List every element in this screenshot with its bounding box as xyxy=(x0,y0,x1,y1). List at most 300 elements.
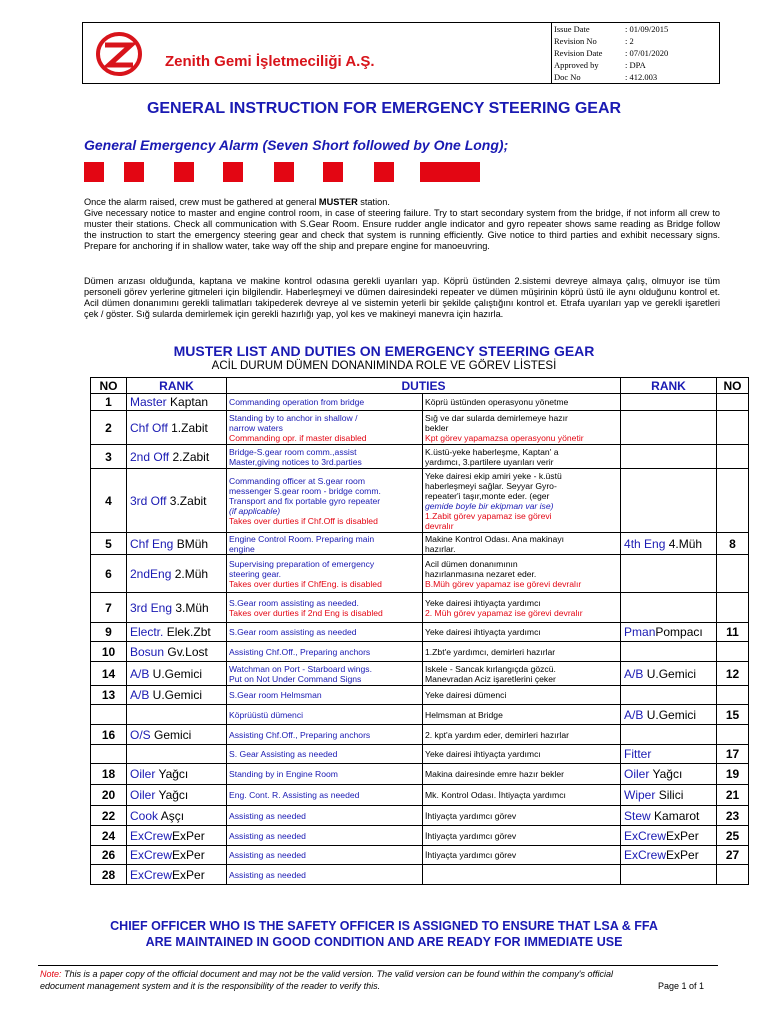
row-number-right: 19 xyxy=(717,764,749,785)
doc-info-value: : DPA xyxy=(625,60,646,70)
rank-english: 3rd Off xyxy=(130,493,167,508)
duty-english xyxy=(227,764,423,785)
duty-turkish xyxy=(423,826,621,846)
alarm-short-signal xyxy=(223,162,243,182)
rank-cell xyxy=(127,411,227,445)
rank-english: ExCrew xyxy=(130,828,173,843)
note-text: This is a paper copy of the official document and may not be the valid version. The valid version can be found within the company's official edocument management system and it is the responsibility of the reader to verify this. xyxy=(40,969,614,991)
table-row xyxy=(91,642,749,662)
duty-english xyxy=(227,533,423,555)
duty-line: Commanding operation from bridge xyxy=(229,397,365,407)
rank-english: Oiler xyxy=(130,788,156,802)
instructions-english-body: Give necessary notice to master and engine control room, in case of steering failure. Try to start secondary system from the bridge, if not inform all crew to muster their stations. Check all communication with S.Gear Room. Ensure rudder angle indicator and gyro repeater shows same reading as Bridge follow the instruction to start the emergency steering gear and check that system is running efficiently. Give notice to third parties and exhibit necessary signs. Prepare for anchoring if in shallow water, take way off the ship and prepare engine for manoeuvring. xyxy=(84,208,720,251)
intro-post: station. xyxy=(357,197,390,207)
duty-line: Yeke dairesi ihtiyaçta yardımcı xyxy=(425,597,541,608)
row-number-right: 12 xyxy=(717,662,749,686)
duty-line: messenger S.gear room - bridge comm. xyxy=(229,485,381,496)
rank-cell xyxy=(127,623,227,642)
duty-turkish xyxy=(423,411,621,445)
duty-line: Takes over durties if ChfEng. is disabled xyxy=(229,578,382,589)
instructions-english xyxy=(84,197,720,252)
rank-english: Bosun xyxy=(130,644,165,659)
header-rank: RANK xyxy=(127,378,227,394)
duty-line: B.Müh görev yapamaz ise görevi devralır xyxy=(425,578,582,589)
duty-line: bekler xyxy=(425,422,449,433)
duty-line: Transport and fix portable gyro repeater xyxy=(229,495,381,506)
doc-info-value: : 01/09/2015 xyxy=(625,24,669,34)
disclaimer-note xyxy=(40,968,640,992)
rank-cell xyxy=(127,764,227,785)
duty-turkish xyxy=(423,764,621,785)
duty-turkish xyxy=(423,846,621,865)
row-number-right xyxy=(717,411,749,445)
company-logo-icon xyxy=(95,31,143,77)
duty-line: Put on Not Under Command Signs xyxy=(229,673,362,684)
duty-turkish xyxy=(423,785,621,806)
row-number-right: 8 xyxy=(717,533,749,555)
header-rank-2: RANK xyxy=(621,378,717,394)
rank-turkish: ExPer xyxy=(172,828,205,843)
row-number-right: 23 xyxy=(717,806,749,826)
rank-turkish: ExPer xyxy=(666,848,699,862)
rank-turkish: ExPer xyxy=(172,848,205,862)
document-title: GENERAL INSTRUCTION FOR EMERGENCY STEERING GEAR xyxy=(146,100,622,117)
row-number: 18 xyxy=(91,764,127,785)
rank-english: A/B xyxy=(624,666,644,681)
duty-turkish xyxy=(423,469,621,533)
duty-line: Iskele - Sancak kırlangıçda gözcü. xyxy=(425,663,556,674)
row-number-right: 21 xyxy=(717,785,749,806)
row-number: 22 xyxy=(91,806,127,826)
rank-english: 2nd Off xyxy=(130,449,170,464)
rank-english: Chf Off xyxy=(130,420,168,435)
doc-info-row xyxy=(552,59,720,71)
duty-line: İhtiyaçta yardımcı görev xyxy=(425,830,517,841)
rank-turkish: Gv.Lost xyxy=(164,644,208,659)
duty-line: Yeke dairesi dümenci xyxy=(425,690,507,700)
rank-turkish: ExPer xyxy=(172,867,205,882)
row-number-right xyxy=(717,445,749,469)
duty-english xyxy=(227,806,423,826)
duty-english xyxy=(227,445,423,469)
duty-line: Standing by to anchor in shallow / xyxy=(229,412,358,423)
rank-cell xyxy=(127,394,227,411)
doc-info-row xyxy=(552,71,720,83)
row-number-right xyxy=(717,686,749,705)
rank-english: ExCrew xyxy=(130,867,173,882)
table-row xyxy=(91,865,749,885)
duty-line: Supervising preparation of emergency xyxy=(229,558,375,569)
rank-english: A/B xyxy=(624,707,644,722)
duty-line: 2. Müh görev yapamaz ise görevi devralır xyxy=(425,607,583,618)
document-info-block xyxy=(551,23,720,83)
rank-turkish: BMüh xyxy=(173,536,209,551)
row-number: 4 xyxy=(91,469,127,533)
doc-info-key: Revision Date xyxy=(554,48,603,58)
duty-line: 1.Zbt'e yardımcı, demirleri hazırlar xyxy=(425,646,556,657)
intro-pre: Once the alarm raised, crew must be gathered at general xyxy=(84,197,319,207)
duty-turkish xyxy=(423,445,621,469)
row-number xyxy=(91,745,127,764)
rank-turkish: Silici xyxy=(655,788,684,802)
table-row xyxy=(91,623,749,642)
header-no: NO xyxy=(91,378,127,394)
table-row xyxy=(91,705,749,725)
rank-cell xyxy=(127,865,227,885)
doc-info-row xyxy=(552,47,720,59)
rank-turkish: 1.Zabit xyxy=(167,420,208,435)
table-row xyxy=(91,764,749,785)
duty-line: Engine Control Room. Preparing main xyxy=(229,533,375,544)
rank-english: O/S xyxy=(130,727,151,742)
row-number: 16 xyxy=(91,725,127,745)
safety-statement-line-1: CHIEF OFFICER WHO IS THE SAFETY OFFICER IS ASSIGNED TO ENSURE THAT LSA & FFA xyxy=(110,919,658,933)
rank-turkish: 2.Müh xyxy=(171,566,209,581)
table-row xyxy=(91,745,749,764)
row-number: 28 xyxy=(91,865,127,885)
rank-cell-right xyxy=(621,725,717,745)
duty-english xyxy=(227,725,423,745)
row-number-right xyxy=(717,865,749,885)
duty-turkish xyxy=(423,686,621,705)
duty-english xyxy=(227,745,423,764)
duty-line: Köprü üstünden operasyonu yönetme xyxy=(425,397,569,407)
table-row xyxy=(91,826,749,846)
muster-title: MUSTER LIST AND DUTIES ON EMERGENCY STEERING GEAR xyxy=(173,343,595,359)
rank-turkish: ExPer xyxy=(666,828,699,843)
instructions-turkish: Dümen arızası olduğunda, kaptana ve makine kontrol odasına gerekli uyarıları yap. Köprü üstünden 2.sistemi devreye almaya çalış, olmuyor ise tüm personeli görev yerlerine gitmeleri için bilgilendir. Haberleşmeyi ve dümen dairesindeki repeater ve dümen müşirinin köprü üstü ile aynı olduğunu kontrol et. Acil dümen donanımını gerekli talimatları takipederek devreye al ve sistemin yeterli bir şekilde çalıştığını kontrol et. Etrafa uyarıları yap ve gerekli işaretleri çek / göster. Sığ sularda demirlemek için gerekli hazırlığı yap, yol kes ve makineyi manevra için hazırla. xyxy=(84,276,720,319)
row-number-right xyxy=(717,725,749,745)
duty-line: S.Gear room Helmsman xyxy=(229,690,322,700)
rank-english: Oiler xyxy=(624,767,650,781)
safety-statement-line-2: ARE MAINTAINED IN GOOD CONDITION AND ARE READY FOR IMMEDIATE USE xyxy=(145,935,623,949)
rank-turkish: 4.Müh xyxy=(665,536,703,551)
rank-turkish: U.Gemici xyxy=(643,707,697,722)
rank-english: A/B xyxy=(130,666,150,681)
duty-line: Köprüüstü dümenci xyxy=(229,709,304,720)
duty-english xyxy=(227,846,423,865)
rank-cell-right xyxy=(621,764,717,785)
duty-line: Master,giving notices to 3rd.parties xyxy=(229,456,362,467)
rank-cell xyxy=(127,469,227,533)
rank-cell xyxy=(127,533,227,555)
rank-cell xyxy=(127,705,227,725)
duty-line: İhtiyaçta yardımcı görev xyxy=(425,810,517,821)
duty-turkish xyxy=(423,705,621,725)
doc-info-key: Issue Date xyxy=(554,24,590,34)
duty-line: hazırlar. xyxy=(425,543,456,554)
rank-english: Oiler xyxy=(130,767,156,781)
duty-line: Manevradan Aciz işaretlerini çeker xyxy=(425,673,556,684)
duty-line: (if applicable) xyxy=(229,505,281,516)
duty-line: K.üstü-yeke haberleşme, Kaptan' a xyxy=(425,446,559,457)
row-number xyxy=(91,705,127,725)
row-number: 14 xyxy=(91,662,127,686)
duty-line: 2. kpt'a yardım eder, demirleri hazırlar xyxy=(425,729,569,740)
rank-turkish: Kamarot xyxy=(650,808,700,823)
duty-turkish xyxy=(423,865,621,885)
duty-line: engine xyxy=(229,543,255,554)
duty-line: Kpt görev yapamazsa operasyonu yönetir xyxy=(425,432,584,443)
rank-cell-right xyxy=(621,686,717,705)
duty-english xyxy=(227,686,423,705)
duty-turkish xyxy=(423,745,621,764)
rank-turkish: Yağcı xyxy=(155,767,189,781)
duty-english xyxy=(227,865,423,885)
rank-cell-right xyxy=(621,642,717,662)
rank-turkish: 3.Zabit xyxy=(166,493,207,508)
rank-turkish: Yağcı xyxy=(649,767,683,781)
duty-line: Assisting as needed xyxy=(229,869,306,880)
rank-cell-right xyxy=(621,846,717,865)
duty-english xyxy=(227,785,423,806)
duty-line: haberleşmeyi sağlar. Seyyar Gyro- xyxy=(425,480,557,491)
duty-line: S.Gear room assisting as needed. xyxy=(229,597,359,608)
document-header xyxy=(82,22,720,84)
rank-english: ExCrew xyxy=(130,848,173,862)
rank-cell xyxy=(127,555,227,593)
duty-line: Makine Kontrol Odası. Ana makinayı xyxy=(425,533,565,544)
alarm-short-signal xyxy=(84,162,104,182)
alarm-short-signal xyxy=(274,162,294,182)
duty-english xyxy=(227,555,423,593)
doc-info-row xyxy=(552,23,720,35)
duty-line: yardımcı, 3.partilere uyarıları verir xyxy=(425,456,554,467)
rank-turkish: Aşçı xyxy=(158,808,185,823)
table-row xyxy=(91,725,749,745)
row-number-right: 25 xyxy=(717,826,749,846)
rank-cell-right xyxy=(621,411,717,445)
row-number: 10 xyxy=(91,642,127,662)
duty-turkish xyxy=(423,642,621,662)
row-number: 2 xyxy=(91,411,127,445)
table-row xyxy=(91,686,749,705)
table-row xyxy=(91,662,749,686)
duty-line: Sığ ve dar sularda demirlemeye hazır xyxy=(425,412,568,423)
duty-line: hazırlanmasına nezaret eder. xyxy=(425,568,537,579)
doc-info-key: Approved by xyxy=(554,60,599,70)
muster-subtitle: ACİL DURUM DÜMEN DONANIMINDA ROLE VE GÖREV LİSTESİ xyxy=(211,360,557,372)
rank-cell-right xyxy=(621,394,717,411)
duty-line: 1.Zabit görev yapamaz ise görevi xyxy=(425,510,552,521)
alarm-title: General Emergency Alarm (Seven Short followed by One Long); xyxy=(84,137,509,153)
duty-english xyxy=(227,826,423,846)
duty-line: Takes over durties if 2nd Eng is disabled xyxy=(229,607,383,618)
rank-cell-right xyxy=(621,623,717,642)
duty-line: Makina dairesinde emre hazır bekler xyxy=(425,769,564,779)
duty-line: Bridge-S.gear room comm.,assist xyxy=(229,446,357,457)
rank-english: Fitter xyxy=(624,747,652,761)
duty-line: Assisting as needed xyxy=(229,810,306,821)
rank-english: ExCrew xyxy=(624,828,667,843)
row-number: 26 xyxy=(91,846,127,865)
rank-turkish: U.Gemici xyxy=(643,666,697,681)
duty-english xyxy=(227,623,423,642)
table-row xyxy=(91,411,749,445)
table-row xyxy=(91,533,749,555)
duty-english xyxy=(227,593,423,623)
rank-cell-right xyxy=(621,533,717,555)
doc-info-key: Revision No xyxy=(554,36,597,46)
duty-english xyxy=(227,394,423,411)
muster-word: MUSTER xyxy=(318,197,358,207)
rank-cell-right xyxy=(621,469,717,533)
rank-cell xyxy=(127,445,227,469)
rank-english: Stew xyxy=(624,808,651,823)
rank-english: Master xyxy=(130,395,167,409)
duty-line: Acil dümen donanımının xyxy=(425,558,518,569)
duty-english xyxy=(227,705,423,725)
rank-cell xyxy=(127,826,227,846)
duty-turkish xyxy=(423,394,621,411)
rank-turkish: Yağcı xyxy=(155,788,189,802)
duty-turkish xyxy=(423,593,621,623)
duty-line: Watchman on Port - Starboard wings. xyxy=(229,663,372,674)
alarm-long-signal xyxy=(420,162,480,182)
rank-cell xyxy=(127,662,227,686)
rank-english: Chf Eng xyxy=(130,536,174,551)
rank-english: 4th Eng xyxy=(624,536,666,551)
row-number-right xyxy=(717,555,749,593)
doc-info-value: : 412.003 xyxy=(625,72,658,82)
rank-cell xyxy=(127,593,227,623)
rank-turkish: Pompacı xyxy=(655,625,703,639)
note-label: Note: xyxy=(40,969,62,979)
rank-cell-right xyxy=(621,745,717,764)
alarm-short-signal xyxy=(174,162,194,182)
row-number: 9 xyxy=(91,623,127,642)
muster-table xyxy=(90,377,749,885)
row-number-right: 15 xyxy=(717,705,749,725)
duty-line: Yeke dairesi ekip amiri yeke - k.üstü xyxy=(425,470,562,481)
row-number: 20 xyxy=(91,785,127,806)
duty-line: Yeke dairesi ihtiyaçta yardımcı xyxy=(425,749,541,759)
row-number: 6 xyxy=(91,555,127,593)
rank-cell-right xyxy=(621,785,717,806)
logo-cell xyxy=(83,23,551,83)
duty-turkish xyxy=(423,662,621,686)
doc-info-key: Doc No xyxy=(554,72,581,82)
row-number-right xyxy=(717,394,749,411)
rank-turkish: Gemici xyxy=(150,727,192,742)
rank-turkish: U.Gemici xyxy=(149,666,203,681)
row-number-right xyxy=(717,469,749,533)
duty-line: narrow waters xyxy=(229,422,283,433)
doc-info-value: : 2 xyxy=(625,36,634,46)
row-number-right xyxy=(717,642,749,662)
duty-line: steering gear. xyxy=(229,568,282,579)
table-row xyxy=(91,445,749,469)
table-row xyxy=(91,394,749,411)
doc-info-value: : 07/01/2020 xyxy=(625,48,669,58)
rank-cell xyxy=(127,806,227,826)
duty-line: Mk. Kontrol Odası. İhtiyaçta yardımcı xyxy=(425,790,566,800)
rank-english: A/B xyxy=(130,688,150,702)
rank-turkish: 3.Müh xyxy=(172,600,209,615)
duty-line: Eng. Cont. R. Assisting as needed xyxy=(229,790,360,800)
company-name: Zenith Gemi İşletmeciliği A.Ş. xyxy=(165,53,375,70)
rank-cell-right xyxy=(621,593,717,623)
rank-english: Pman xyxy=(624,625,656,639)
rank-cell xyxy=(127,642,227,662)
alarm-short-signal xyxy=(323,162,343,182)
duty-line: S.Gear room assisting as needed xyxy=(229,627,357,637)
table-row xyxy=(91,469,749,533)
row-number-right xyxy=(717,593,749,623)
rank-english: Wiper xyxy=(624,788,656,802)
row-number: 3 xyxy=(91,445,127,469)
rank-cell xyxy=(127,725,227,745)
duty-line: Takes over durties if Chf.Off is disabled xyxy=(229,515,378,526)
rank-cell-right xyxy=(621,662,717,686)
duty-line: Commanding opr. if master disabled xyxy=(229,432,367,443)
row-number-right: 27 xyxy=(717,846,749,865)
duty-english xyxy=(227,662,423,686)
row-number: 24 xyxy=(91,826,127,846)
duty-line: Yeke dairesi ihtiyaçta yardımcı xyxy=(425,627,541,637)
table-header-row xyxy=(91,378,749,394)
duty-line: gemide boyle bir ekipman var ise) xyxy=(425,500,554,511)
duty-turkish xyxy=(423,806,621,826)
header-no-2: NO xyxy=(717,378,749,394)
rank-cell xyxy=(127,686,227,705)
duty-line: Commanding officer at S.gear room xyxy=(229,475,365,486)
page-number: Page 1 of 1 xyxy=(658,981,705,991)
footer-divider xyxy=(38,965,718,966)
rank-cell-right xyxy=(621,865,717,885)
row-number: 13 xyxy=(91,686,127,705)
row-number: 5 xyxy=(91,533,127,555)
rank-turkish: Elek.Zbt xyxy=(163,625,211,639)
rank-english: Cook xyxy=(130,808,159,823)
duty-line: Assisting Chf.Off., Preparing anchors xyxy=(229,646,371,657)
row-number: 1 xyxy=(91,394,127,411)
safety-officer-statement xyxy=(0,918,768,950)
duty-line: Standing by in Engine Room xyxy=(229,769,338,779)
rank-cell-right xyxy=(621,555,717,593)
rank-cell-right xyxy=(621,806,717,826)
row-number: 7 xyxy=(91,593,127,623)
duty-line: devralır xyxy=(425,520,454,531)
doc-info-row xyxy=(552,35,720,47)
rank-cell xyxy=(127,846,227,865)
muster-table-body xyxy=(91,394,749,885)
rank-english: 3rd Eng xyxy=(130,600,173,615)
duty-line: Assisting Chf.Off., Preparing anchors xyxy=(229,729,371,740)
table-row xyxy=(91,806,749,826)
rank-cell xyxy=(127,785,227,806)
alarm-short-signal xyxy=(374,162,394,182)
row-number-right: 11 xyxy=(717,623,749,642)
rank-turkish: Kaptan xyxy=(166,395,209,409)
duty-line: İhtiyaçta yardımcı görev xyxy=(425,850,517,860)
rank-cell-right xyxy=(621,826,717,846)
rank-english: Electr. xyxy=(130,625,164,639)
duty-line: repeater'i taşır,monte eder. (eger xyxy=(425,490,550,501)
duty-line: S. Gear Assisting as needed xyxy=(229,749,338,759)
rank-cell xyxy=(127,745,227,764)
duty-english xyxy=(227,411,423,445)
table-row xyxy=(91,846,749,865)
duty-english xyxy=(227,642,423,662)
duty-turkish xyxy=(423,725,621,745)
duty-english xyxy=(227,469,423,533)
header-duties: DUTIES xyxy=(227,378,621,394)
duty-line: Assisting as needed xyxy=(229,850,306,860)
table-row xyxy=(91,593,749,623)
rank-cell-right xyxy=(621,705,717,725)
duty-line: Assisting as needed xyxy=(229,830,306,841)
